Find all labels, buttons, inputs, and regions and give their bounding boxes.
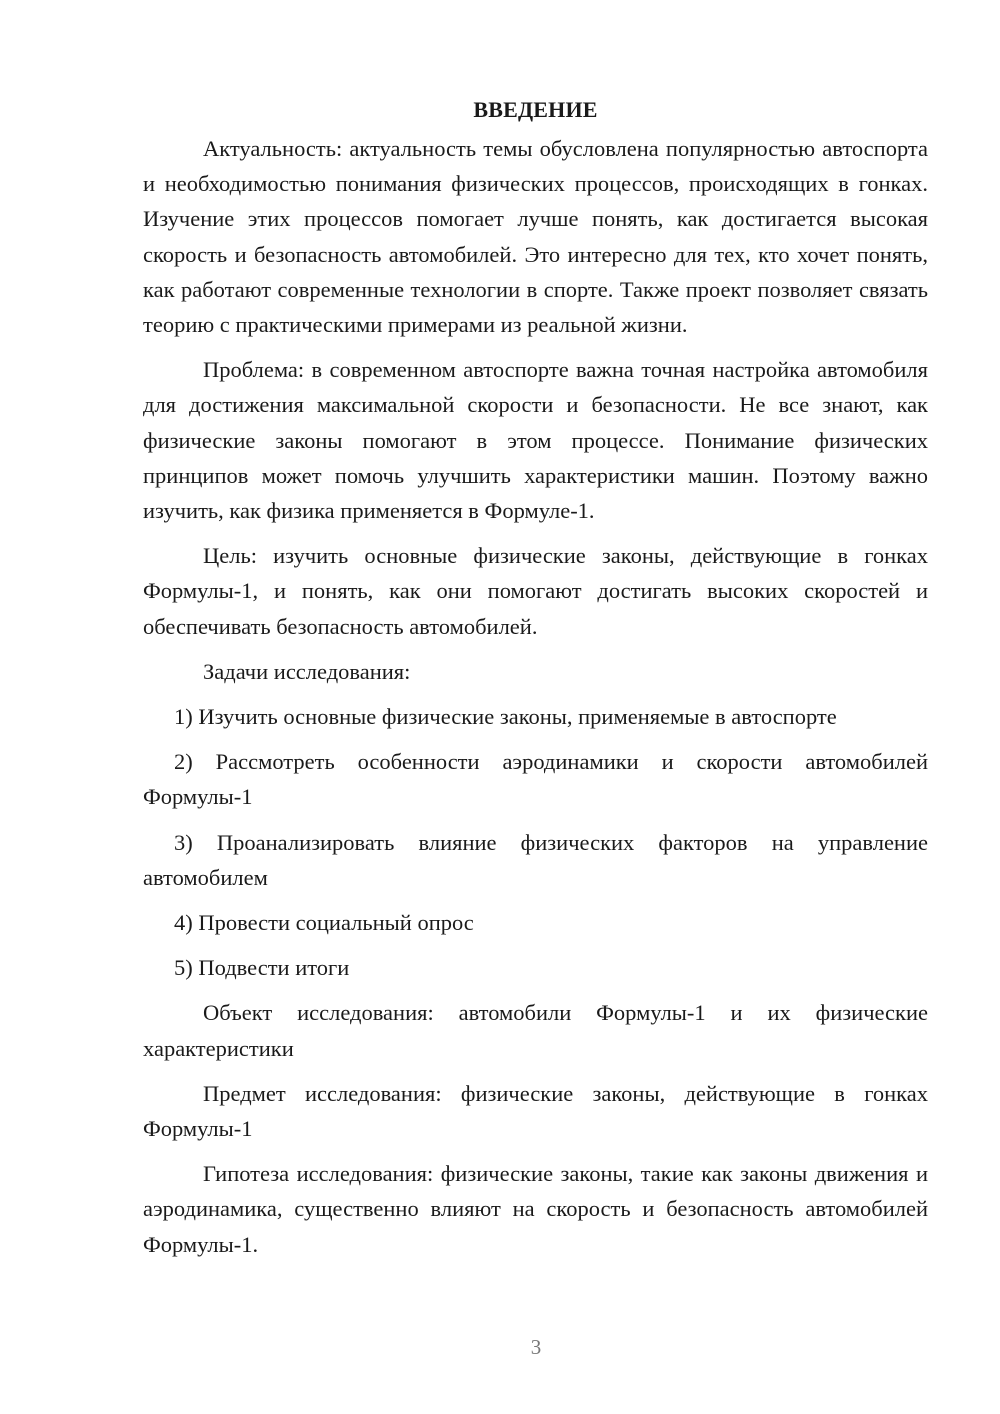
- page-title: ВВЕДЕНИЕ: [473, 97, 598, 122]
- task-item-3: 3) Проанализировать влияние физических факторов на управление автомобилем: [143, 829, 928, 890]
- subject-paragraph: Предмет исследования: физические законы, действующие в гонках Формулы-1: [143, 1080, 928, 1142]
- task-item-4: 4) Провести социальный опрос: [174, 910, 474, 936]
- tasks-heading: Задачи исследования:: [203, 658, 411, 684]
- goal-paragraph: Цель: изучить основные физические законы, действующие в гонках Формулы-1, и понять, как они помогают достигать высоких скоростей и обеспечивать безопасность автомобилей.: [143, 543, 928, 639]
- object-paragraph: Объект исследования: автомобили Формулы-1 и их физические характеристики: [143, 1000, 928, 1061]
- hypothesis-paragraph: Гипотеза исследования: физические законы, такие как законы движения и аэродинамика, существенно влияют на скорость и безопасность автомобилей Формулы-1.: [143, 1161, 928, 1257]
- page-number: 3: [530, 1335, 542, 1359]
- task-item-1: 1) Изучить основные физические законы, применяемые в автоспорте: [174, 704, 837, 730]
- task-item-2: 2) Рассмотреть особенности аэродинамики и скорости автомобилей Формулы-1: [143, 749, 928, 810]
- problem-paragraph: Проблема: в современном автоспорте важна точная настройка автомобиля для достижения максимальной скорости и безопасности. Не все знают, как физические законы помогают в этом процессе. Понимание физических принципов может помочь улучшить характеристики машин. Поэтому важно изучить, как физика применяется в Формуле-1.: [143, 357, 928, 524]
- task-item-5: 5) Подвести итоги: [174, 955, 350, 981]
- relevance-paragraph: Актуальность: актуальность темы обусловлена популярностью автоспорта и необходимостью понимания физических процессов, происходящих в гонках. Изучение этих процессов помогает лучше понять, как достигается высокая скорость и безопасность автомобилей. Это интересно для тех, кто хочет понять, как работают современные технологии в спорте. Также проект позволяет связать теорию с практическими примерами из реальной жизни.: [143, 136, 928, 338]
- document-page: [143, 92, 928, 1262]
